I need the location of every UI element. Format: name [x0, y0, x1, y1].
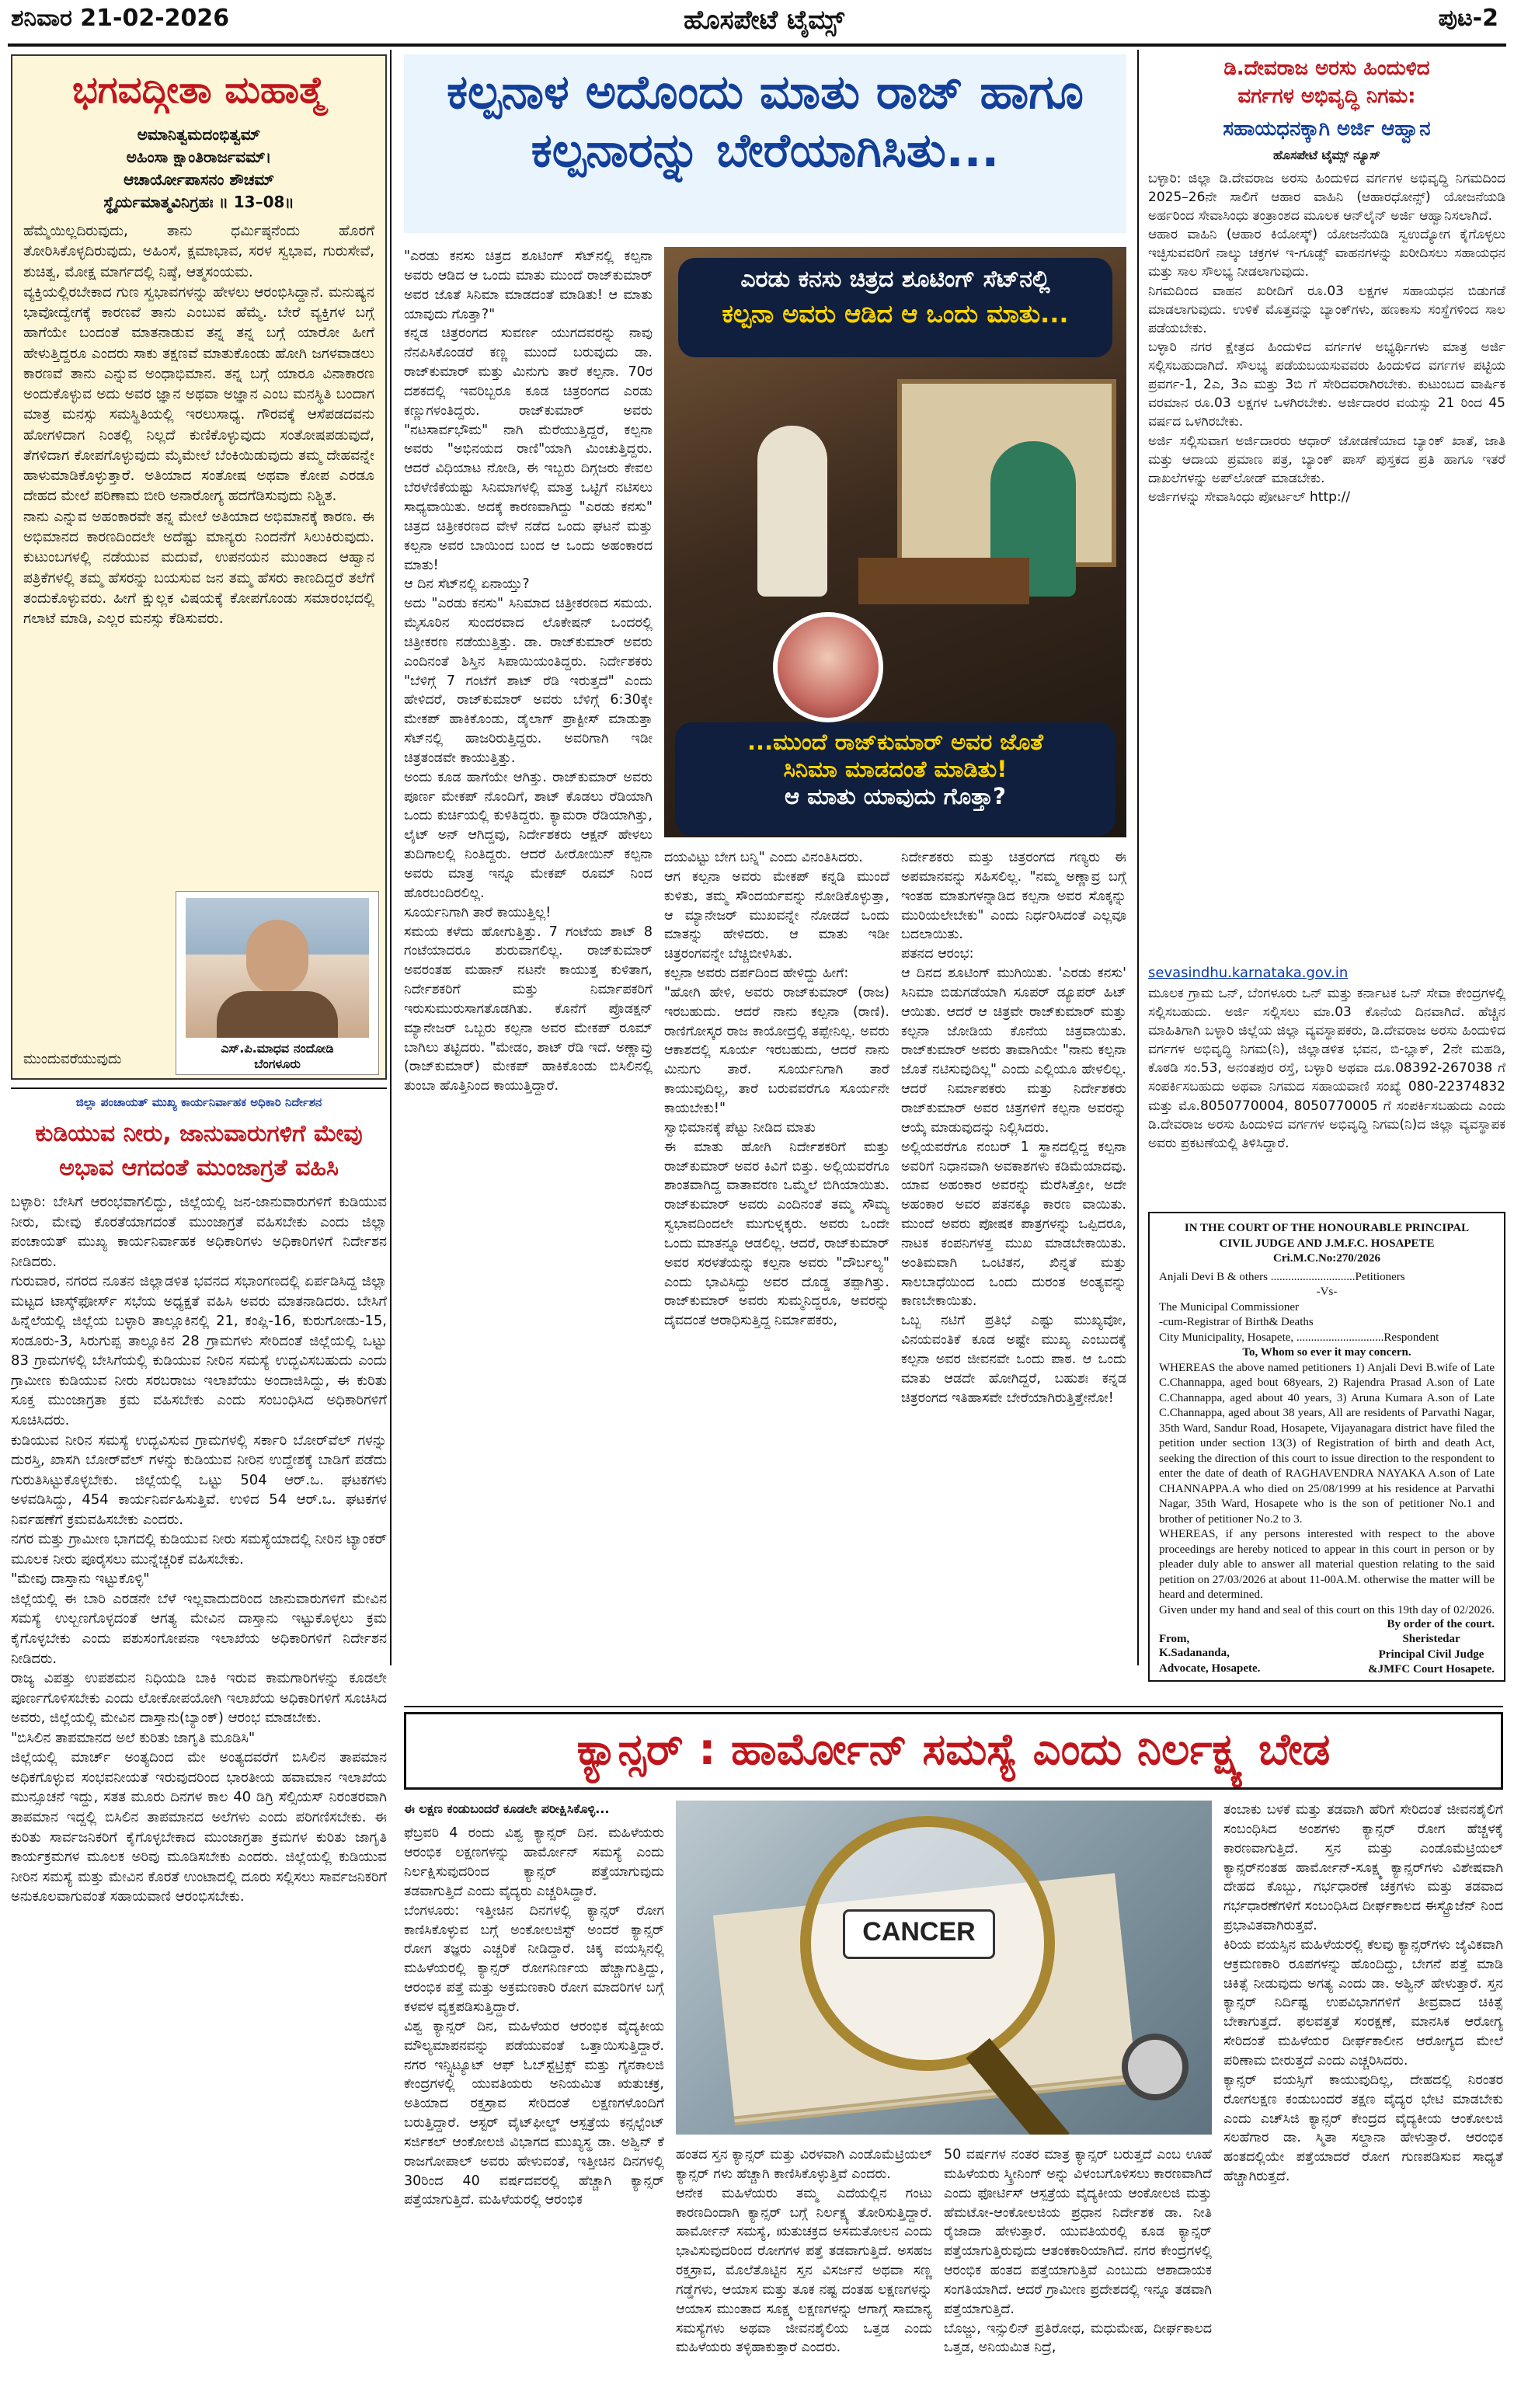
devaraj-article	[1148, 54, 1505, 1204]
cancer-body-col4: ತಂಬಾಕು ಬಳಕೆ ಮತ್ತು ತಡವಾಗಿ ಹೆರಿಗೆ ಸೇರಿದಂತೆ ಜೀವನಶೈಲಿಗೆ ಸಂಬಂಧಿಸಿದ ಅಂಶಗಳು ಕ್ಯಾನ್ಸರ್ ರೋಗ ಹೆಚ್ಚಳಕ್ಕೆ ಕಾರಣವಾಗುತ್ತಿದೆ. ಸ್ತನ ಮತ್ತು ಎಂಡೊಮೆಟ್ರಿಯಲ್ ಕ್ಯಾನ್ಸರ್‌ನಂತಹ ಹಾರ್ಮೋನ್-ಸೂಕ್ಷ್ಮ ಕ್ಯಾನ್ಸರ್‌ಗಳು ವಿಶೇಷವಾಗಿ ದೇಹದ ಕೊಬ್ಬು, ಗರ್ಭಧಾರಣೆ ಚಕ್ರಗಳು ಮತ್ತು ತಡವಾದ ಗರ್ಭಧಾರಣೆಗಳಿಗೆ ಸಂಬಂಧಿಸಿದ ದೀರ್ಘಕಾಲದ ಈಸ್ಟ್ರೊಜೆನ್ ನಿಂದ ಪ್ರಭಾವಿತವಾಗಿರುತ್ತವೆ. ಕಿರಿಯ ವಯಸ್ಸಿನ ಮಹಿಳೆಯರಲ್ಲಿ ಕೆಲವು ಕ್ಯಾನ್ಸರ್‌ಗಳು ಜೈವಿಕವಾಗಿ ಆಕ್ರಮಣಕಾರಿ ರೂಪಗಳನ್ನು ಹೊಂದಿದ್ದು, ಬೇಗನೆ ಪತ್ತೆ ಮಾಡಿ ಚಿಕಿತ್ಸೆ ನೀಡುವುದು ಅಗತ್ಯ ಎಂದು ಡಾ. ಅಶ್ವಿನ್ ಹೇಳುತ್ತಾರೆ. ಸ್ತನ ಕ್ಯಾನ್ಸರ್ ನಿರ್ದಿಷ್ಟ ಉಪವಿಭಾಗಗಳಿಗೆ ತೀವ್ರವಾದ ಚಿಕಿತ್ಸೆ ಬೇಕಾಗುತ್ತದೆ. ಫಲವತ್ತತೆ ಸಂರಕ್ಷಣೆ, ಮಾನಸಿಕ ಆರೋಗ್ಯ ಸೇರಿದಂತೆ ಮಹಿಳೆಯರ ದೀರ್ಘಕಾಲೀನ ಆರೋಗ್ಯದ ಮೇಲೆ ಪರಿಣಾಮ ಬೀರುತ್ತದೆ ಎಂದು ಎಚ್ಚರಿಸಿದರು. ಕ್ಯಾನ್ಸರ್ ವಯಸ್ಸಿಗೆ ಕಾಯುವುದಿಲ್ಲ, ದೇಹದಲ್ಲಿ ನಿರಂತರ ರೋಗಲಕ್ಷಣ ಕಂಡುಬಂದರೆ ತಕ್ಷಣ ವೈದ್ಯರ ಭೇಟಿ ಮಾಡಬೇಕು ಎಂದು ಎಚ್‌ಸಿಜಿ ಕ್ಯಾನ್ಸರ್ ಕೇಂದ್ರದ ವೈದ್ಯಕೀಯ ಆಂಕೋಲಜಿ ಸಲಹೆಗಾರ ಡಾ. ಸ್ಮಿತಾ ಸಲ್ದಾನಾ ಹೇಳುತ್ತಾರೆ. ಆರಂಭಿಕ ಹಂತದಲ್ಲಿಯೇ ಪತ್ತೆಯಾದರೆ ರೋಗ ಗುಣಪಡಿಸುವ ಸಾಧ್ಯತೆ ಹೆಚ್ಚಾಗಿರುತ್ತದೆ.	[1223, 1802, 1503, 2185]
gita-shloka: ಅಮಾನಿತ್ವಮದಂಭಿತ್ವಮ್ ಅಹಿಂಸಾ ಕ್ಷಾಂತಿರಾರ್ಜವಮ್। ಆಚಾರ್ಯೋಪಾಸನಂ ಶೌಚಮ್ ಸ್ಥೈರ್ಯಮಾತ್ಮವಿನಿಗ್ರಹಃ ॥ 13–08॥	[103, 125, 294, 211]
kalpana-headline: ಕಲ್ಪನಾಳ ಅದೊಂದು ಮಾತು ರಾಜ್ ಹಾಗೂ ಕಲ್ಪನಾರನ್ನು ಬೇರೆಯಾಗಿಸಿತು...	[447, 65, 1084, 178]
kalpana-body-col1: "ಎರಡು ಕನಸು ಚಿತ್ರದ ಶೂಟಿಂಗ್ ಸೆಟ್‌ನಲ್ಲಿ ಕಲ್ಪನಾ ಅವರು ಆಡಿದ ಆ ಒಂದು ಮಾತು ಮುಂದೆ ರಾಜ್‌ಕುಮಾರ್ ಅವರ ಜೊತೆ ಸಿನಿಮಾ ಮಾಡದಂತೆ ಮಾಡಿತು! ಆ ಮಾತು ಯಾವುದು ಗೊತ್ತಾ?" ಕನ್ನಡ ಚಿತ್ರರಂಗದ ಸುವರ್ಣ ಯುಗದವರನ್ನು ನಾವು ನೆನಪಿಸಿಕೊಂಡರೆ ಕಣ್ಣ ಮುಂದೆ ಬರುವುದು ಡಾ. ರಾಜ್‌ಕುಮಾರ್ ಮತ್ತು ಮಿನುಗು ತಾರೆ ಕಲ್ಪನಾ. 70ರ ದಶಕದಲ್ಲಿ ಇವರಿಬ್ಬರೂ ಕೂಡ ಚಿತ್ರರಂಗದ ಎರಡು ಕಣ್ಣುಗಳಂತಿದ್ದರು. ರಾಜ್‌ಕುಮಾರ್ ಅವರು "ನಟಸಾರ್ವಭೌಮ" ನಾಗಿ ಮೆರೆಯುತ್ತಿದ್ದರೆ, ಕಲ್ಪನಾ ಅವರು "ಅಭಿನಯದ ರಾಣಿ"ಯಾಗಿ ಮಿಂಚುತ್ತಿದ್ದರು. ಆದರೆ ವಿಧಿಯಾಟ ನೋಡಿ, ಈ ಇಬ್ಬರು ದಿಗ್ಗಜರು ಕೇವಲ ಬೆರಳೆಣಿಕೆಯಷ್ಟು ಸಿನಿಮಾಗಳಲ್ಲಿ ಮಾತ್ರ ಒಟ್ಟಿಗೆ ನಟಿಸಲು ಸಾಧ್ಯವಾಯಿತು. ಅದಕ್ಕೆ ಕಾರಣವಾಗಿದ್ದು "ಎರಡು ಕನಸು" ಚಿತ್ರದ ಚಿತ್ರೀಕರಣದ ವೇಳೆ ನಡೆದ ಒಂದು ಘಟನೆ ಮತ್ತು ಕಲ್ಪನಾ ಅವರ ಬಾಯಿಂದ ಬಂದ ಆ ಒಂದು ಅಹಂಕಾರದ ಮಾತು! ಆ ದಿನ ಸೆಟ್‌ನಲ್ಲಿ ಏನಾಯ್ತು? ಅದು "ಎರಡು ಕನಸು" ಸಿನಿಮಾದ ಚಿತ್ರೀಕರಣದ ಸಮಯ. ಮೈಸೂರಿನ ಸುಂದರವಾದ ಲೊಕೇಷನ್ ಒಂದರಲ್ಲಿ ಚಿತ್ರೀಕರಣ ನಡೆಯುತ್ತಿತ್ತು. ಡಾ. ರಾಜ್‌ಕುಮಾರ್ ಅವರು ಎಂದಿನಂತೆ ಶಿಸ್ತಿನ ಸಿಪಾಯಿಯಂತಿದ್ದರು. ನಿರ್ದೇಶಕರು "ಬೆಳಿಗ್ಗೆ 7 ಗಂಟೆಗೆ ಶಾಟ್ ರೆಡಿ ಇರುತ್ತದೆ" ಎಂದು ಹೇಳಿದರೆ, ರಾಜ್‌ಕುಮಾರ್ ಅವರು ಬೆಳಿಗ್ಗೆ 6:30ಕ್ಕೇ ಮೇಕಪ್ ಹಾಕಿಕೊಂಡು, ಡೈಲಾಗ್ ಪ್ರಾಕ್ಟೀಸ್ ಮಾಡುತ್ತಾ ಸೆಟ್‌ನಲ್ಲಿ ಹಾಜರಿರುತ್ತಿದ್ದರು. ಅವರಿಗಾಗಿ ಇಡೀ ಚಿತ್ರತಂಡವೇ ಕಾಯುತ್ತಿತ್ತು. ಅಂದು ಕೂಡ ಹಾಗೆಯೇ ಆಗಿತ್ತು. ರಾಜ್‌ಕುಮಾರ್ ಅವರು ಪೂರ್ಣ ಮೇಕಪ್ ನೊಂದಿಗೆ, ಶಾಟ್ ಕೊಡಲು ರೆಡಿಯಾಗಿ ಒಂದು ಕುರ್ಚಿಯಲ್ಲಿ ಕುಳಿತಿದ್ದರು. ಕ್ಯಾಮರಾ ರೆಡಿಯಾಗಿತ್ತು, ಲೈಟ್ ಅನ್ ಆಗಿದ್ದವು, ನಿರ್ದೇಶಕರು ಆಕ್ಷನ್ ಹೇಳಲು ತುದಿಗಾಲಲ್ಲಿ ನಿಂತಿದ್ದರು. ಆದರೆ ಹೀರೋಯಿನ್ ಕಲ್ಪನಾ ಅವರು ಮಾತ್ರ ಇನ್ನೂ ಮೇಕಪ್ ರೂಮ್ ನಿಂದ ಹೊರಬಂದಿರಲಿಲ್ಲ. ಸೂರ್ಯನಿಗಾಗಿ ತಾರೆ ಕಾಯುತ್ತಿಲ್ಲ! ಸಮಯ ಕಳೆದು ಹೋಗುತ್ತಿತ್ತು. 7 ಗಂಟೆಯ ಶಾಟ್ 8 ಗಂಟೆಯಾದರೂ ಶುರುವಾಗಲಿಲ್ಲ. ರಾಜ್‌ಕುಮಾರ್ ಅವರಂತಹ ಮಹಾನ್ ನಟನೇ ಕಾಯುತ್ತ ಕುಳಿತಾಗ, ನಿರ್ದೇಶಕರಿಗೆ ಮತ್ತು ನಿರ್ಮಾಪಕರಿಗೆ ಇರುಸುಮುರುಸಾಗತೊಡಗಿತು. ಕೊನೆಗೆ ಪ್ರೊಡಕ್ಷನ್ ಮ್ಯಾನೇಜರ್ ಒಬ್ಬರು ಕಲ್ಪನಾ ಅವರ ಮೇಕಪ್ ರೂಮ್ ಬಾಗಿಲು ತಟ್ಟಿದರು. "ಮೇಡಂ, ಶಾಟ್ ರೆಡಿ ಇದೆ. ಅಣ್ಣಾವ್ರು (ರಾಜ್‌ಕುಮಾರ್) ಮೇಕಪ್ ಹಾಕಿಕೊಂಡು ಬಿಸಿಲಿನಲ್ಲಿ ತುಂಬಾ ಹೊತ್ತಿನಿಂದ ಕಾಯುತ್ತಿದ್ದಾರೆ.	[404, 249, 653, 1094]
kalpana-headline-box	[404, 54, 1126, 233]
issue-date: ಶನಿವಾರ 21-02-2026	[11, 5, 230, 32]
devaraj-headline: ಡಿ.ದೇವರಾಜ ಅರಸು ಹಿಂದುಳಿದ ವರ್ಗಗಳ ಅಭಿವೃದ್ಧಿ ನಿಗಮ:	[1223, 57, 1430, 109]
section-divider	[11, 1087, 387, 1089]
author-box	[176, 891, 379, 1075]
water-kicker: ಜಿಲ್ಲಾ ಪಂಚಾಯತ್ ಮುಖ್ಯ ಕಾರ್ಯನಿರ್ವಾಹಕ ಅಧಿಕಾರಿ ನಿರ್ದೇಶನ	[75, 1095, 322, 1109]
actor-figure	[757, 426, 827, 597]
author-place: ಬೆಂಗಳೂರು	[254, 1056, 301, 1071]
author-name: ಎಸ್.ಪಿ.ಮಾಧವ ನಂದೋಡಿ	[221, 1041, 334, 1056]
cancer-kicker: ಈ ಲಕ್ಷಣ ಕಂಡುಬಂದರೆ ಕೂಡಲೇ ಪರೀಕ್ಷಿಸಿಕೊಳ್ಳಿ...	[404, 1801, 610, 1816]
court-notice: IN THE COURT OF THE HONOURABLE PRINCIPAL CIVIL JUDGE AND J.M.F.C. HOSAPETE Cri.M.C.No:270/2026 Anjali Devi B & others .............................Petitioners -Vs- The Municipal Commissioner -cum-Registrar of Birth& Deaths City Municipality, Hosapete, ..............................Respondent To, Whom so ever it may concern. WHEREAS the above named petitioners 1) Anjali Devi B.wife of Late C.Channappa, aged bout 68years, 2) Rajendra Prasad A.son of Late C.Channappa, aged about 40 years, 3) Aruna Kumara A.son of Late C.Channappa, aged about 38 years, All are residents of Parvathi Nagar, 35th Ward, Sandur Road, Hosapete, Vijayanagara district have filed the petition under section 13(3) of Registration of birth and death Act, seeking the direction of this court to issue direction to the respondent to enter the date of death of RAGHAVENDRA NAYAKA A.son of Late CHANNAPPA.A who died on 25/08/1999 at his residence at Parvathi Nagar, 35th Ward, Hosapete who is the son of petitioner No.1 and brother of petitioner No.2 to 3. WHEREAS, if any persons interested with respect to the above proceedings are hereby noticed to appear in this court in person or by pleader duly able to answer all material question relating to the said petition on 27/03/2026 at about 11-00A.M. otherwise the matter will be heard and determined. Given under my hand and seal of this court on this 19th day of 02/2026. By order of the court. From, K.Sadananda, Advocate, Hosapete. Sheristedar Principal Civil Judge &JMFC Court Hosapete.	[1148, 1212, 1505, 1682]
section-divider	[404, 1706, 1503, 1707]
kalpana-body-col3: ನಿರ್ದೇಶಕರು ಮತ್ತು ಚಿತ್ರರಂಗದ ಗಣ್ಯರು ಈ ಅಪಮಾನವನ್ನು ಸಹಿಸಲಿಲ್ಲ. "ನಮ್ಮ ಅಣ್ಣಾವ್ರ ಬಗ್ಗೆ ಇಂತಹ ಮಾತುಗಳನ್ನಾಡಿದ ಕಲ್ಪನಾ ಅವರ ಸೊಕ್ಕನ್ನು ಮುರಿಯಲೇಬೇಕು" ಎಂದು ನಿರ್ಧರಿಸಿದಂತೆ ಎಲ್ಲವೂ ಬದಲಾಯಿತು. ಪತನದ ಆರಂಭ: ಆ ದಿನದ ಶೂಟಿಂಗ್ ಮುಗಿಯಿತು. 'ಎರಡು ಕನಸು' ಸಿನಿಮಾ ಬಿಡುಗಡೆಯಾಗಿ ಸೂಪರ್ ಡ್ಯೂಪರ್ ಹಿಟ್ ಆಯಿತು. ಆದರೆ ಆ ಚಿತ್ರವೇ ರಾಜ್‌ಕುಮಾರ್ ಮತ್ತು ಕಲ್ಪನಾ ಜೋಡಿಯ ಕೊನೆಯ ಚಿತ್ರವಾಯಿತು. ರಾಜ್‌ಕುಮಾರ್ ಅವರು ತಾವಾಗಿಯೇ "ನಾನು ಕಲ್ಪನಾ ಜೊತೆ ನಟಿಸುವುದಿಲ್ಲ" ಎಂದು ಎಲ್ಲಿಯೂ ಹೇಳಲಿಲ್ಲ. ಆದರೆ ನಿರ್ಮಾಪಕರು ಮತ್ತು ನಿರ್ದೇಶಕರು ರಾಜ್‌ಕುಮಾರ್ ಅವರ ಚಿತ್ರಗಳಿಗೆ ಕಲ್ಪನಾ ಅವರನ್ನು ಆಯ್ಕೆ ಮಾಡುವುದನ್ನು ನಿಲ್ಲಿಸಿದರು. ಅಲ್ಲಿಯವರೆಗೂ ನಂಬರ್ 1 ಸ್ಥಾನದಲ್ಲಿದ್ದ ಕಲ್ಪನಾ ಅವರಿಗೆ ನಿಧಾನವಾಗಿ ಅವಕಾಶಗಳು ಕಡಿಮೆಯಾದವು. ಯಾವ ಅಹಂಕಾರ ಅವರನ್ನು ಮೆರೆಸಿತ್ತೋ, ಅದೇ ಅಹಂಕಾರ ಅವರ ಪತನಕ್ಕೂ ಕಾರಣ ವಾಯಿತು. ಮುಂದೆ ಅವರು ಪೋಷಕ ಪಾತ್ರಗಳನ್ನು ಒಪ್ಪಿದರೂ, ನಾಟಕ ಕಂಪನಿಗಳತ್ತ ಮುಖ ಮಾಡಬೇಕಾಯಿತು. ಅಂತಿಮವಾಗಿ ಒಂಟಿತನ, ಖಿನ್ನತೆ ಮತ್ತು ಸಾಲಬಾಧೆಯಿಂದ ಒಂದು ದುರಂತ ಅಂತ್ಯವನ್ನು ಕಾಣಬೇಕಾಯಿತು. ಒಬ್ಬ ನಟಿಗೆ ಪ್ರತಿಭೆ ಎಷ್ಟು ಮುಖ್ಯವೋ, ವಿನಯವಂತಿಕೆ ಕೂಡ ಅಷ್ಟೇ ಮುಖ್ಯ ಎಂಬುದಕ್ಕೆ ಕಲ್ಪನಾ ಅವರ ಜೀವನವೇ ಒಂದು ಪಾಠ. ಆ ಒಂದು ಮಾತು ಆಡದೇ ಹೋಗಿದ್ದರೆ, ಬಹುಶಃ ಕನ್ನಡ ಚಿತ್ರರಂಗದ ಇತಿಹಾಸವೇ ಬೇರೆಯಾಗಿರುತ್ತಿತ್ತೇನೋ!	[901, 850, 1126, 1406]
column-divider	[1137, 50, 1139, 1665]
devaraj-body-2: ಮೂಲಕ ಗ್ರಾಮ ಒನ್, ಬೆಂಗಳೂರು ಒನ್ ಮತ್ತು ಕರ್ನಾಟಕ ಒನ್ ಸೇವಾ ಕೇಂದ್ರಗಳಲ್ಲಿ ಸಲ್ಲಿಸಬಹುದು. ಅರ್ಜಿ ಸಲ್ಲಿಸಲು ಮಾ.03 ಕೊನೆಯ ದಿನವಾಗಿದೆ. ಹೆಚ್ಚಿನ ಮಾಹಿತಿಗಾಗಿ ಬಳ್ಳಾರಿ ಜಿಲ್ಲೆಯ ಜಿಲ್ಲಾ ವ್ಯವಸ್ಥಾಪಕರು, ಡಿ.ದೇವರಾಜ ಅರಸು ಹಿಂದುಳಿದ ವರ್ಗಗಳ ಅಭಿವೃದ್ಧಿ ನಿಗಮ(ನಿ), ಜಿಲ್ಲಾಡಳಿತ ಭವನ, ಬಿ-ಬ್ಲಾಕ್, 2ನೇ ಮಹಡಿ, ಕೊಠಡಿ ಸಂ.53, ಅನಂತಪುರ ರಸ್ತೆ, ಬಳ್ಳಾರಿ ಅಥವಾ ದೂ.08392-267038 ಗೆ ಸಂಪರ್ಕಿಸಬಹುದು ಅಥವಾ ನಿಗಮದ ಸಹಾಯವಾಣಿ ಸಂಖ್ಯೆ 080-22374832 ಮತ್ತು ಮೊ.8050770004, 8050770005 ಗೆ ಸಂಪರ್ಕಿಸಬಹುದು ಎಂದು ಡಿ.ದೇವರಾಜ ಅರಸು ಹಿಂದುಳಿದ ವರ್ಗಗಳ ಅಭಿವೃದ್ಧಿ ನಿಗಮ(ನಿ)ದ ಜಿಲ್ಲಾ ವ್ಯವಸ್ಥಾಪಕ ಅವರು ಪ್ರಕಟಣೆಯಲ್ಲಿ ತಿಳಿಸಿದ್ದಾರೆ.	[1148, 985, 1505, 1151]
photo-top-banner: ಎರಡು ಕನಸು ಚಿತ್ರದ ಶೂಟಿಂಗ್ ಸೆಟ್‌ನಲ್ಲಿ ಕಲ್ಪನಾ ಅವರು ಆಡಿದ ಆ ಒಂದು ಮಾತು...	[678, 258, 1112, 357]
cancer-body-col2: ಹಂತದ ಸ್ತನ ಕ್ಯಾನ್ಸರ್ ಮತ್ತು ವಿರಳವಾಗಿ ಎಂಡೊಮೆಟ್ರಿಯಲ್ ಕ್ಯಾನ್ಸರ್ ಗಳು ಹೆಚ್ಚಾಗಿ ಕಾಣಿಸಿಕೊಳ್ಳುತ್ತಿವೆ ಎಂದರು. ಆನೇಕ ಮಹಿಳೆಯರು ತಮ್ಮ ಎದೆಯಲ್ಲಿನ ಗಂಟು ಕಾರಣದಿಂದಾಗಿ ಕ್ಯಾನ್ಸರ್ ಬಗ್ಗೆ ನಿರ್ಲಕ್ಷ್ಯ ತೋರಿಸುತ್ತಿದ್ದಾರೆ. ಹಾರ್ಮೋನ್ ಸಮಸ್ಯೆ, ಋತುಚಕ್ರದ ಅಸಮತೋಲನ ಎಂದು ಭಾವಿಸುವುದರಿಂದ ರೋಗಗಳ ಪತ್ತೆ ತಡವಾಗುತ್ತಿದೆ. ಅಸಹಜ ರಕ್ತಸ್ರಾವ, ಮೊಲೆತೊಟ್ಟಿನ ಸ್ತನ ವಿಸರ್ಜನೆ ಅಥವಾ ಸಣ್ಣ ಗಡ್ಡೆಗಳು, ಆಯಾಸ ಮತ್ತು ತೂಕ ನಷ್ಟ ದಂತಹ ಲಕ್ಷಣಗಳನ್ನು ಆಯಾಸ ಮುಂತಾದ ಸೂಕ್ಷ್ಮ ಲಕ್ಷಣಗಳನ್ನು ಆಗಾಗ್ಗೆ ಸಾಮಾನ್ಯ ಸಮಸ್ಯೆಗಳು ಅಥವಾ ಜೀವನಶೈಲಿಯ ಒತ್ತಡ ಎಂದು ಮಹಿಳೆಯರು ತಳ್ಳಿಹಾಕುತ್ತಾರೆ ಎಂದರು.	[676, 2147, 932, 2356]
gita-title: ಭಗವದ್ಗೀತಾ ಮಹಾತ್ಮೆ	[72, 68, 325, 112]
stethoscope-icon	[1122, 2034, 1189, 2100]
cancer-label: CANCER	[843, 1909, 995, 1959]
cancer-headline-box	[404, 1712, 1503, 1790]
author-photo	[186, 898, 369, 1038]
inset-portrait	[773, 612, 883, 722]
continued-note: ಮುಂದುವರೆಯುವುದು	[23, 1051, 122, 1067]
page-number: ಪುಟ-2	[1438, 5, 1498, 32]
header-rule	[8, 43, 1506, 47]
sevasindhu-link[interactable]: sevasindhu.karnataka.gov.in	[1148, 964, 1349, 981]
devaraj-body: ಬಳ್ಳಾರಿ: ಜಿಲ್ಲಾ ಡಿ.ದೇವರಾಜ ಅರಸು ಹಿಂದುಳಿದ ವರ್ಗಗಳ ಅಭಿವೃದ್ಧಿ ನಿಗಮದಿಂದ 2025–26ನೇ ಸಾಲಿಗೆ ಆಹಾರ ವಾಹಿನಿ (ಆಹಾರಧೋನ್ಸ್) ಯೋಜನೆಯಡಿ ಅರ್ಹರಿಂದ ಸೇವಾಸಿಂಧು ತಂತ್ರಾಂಶದ ಮೂಲಕ ಆನ್‌ಲೈನ್ ಅರ್ಜಿ ಆಹ್ವಾನಿಸಲಾಗಿದೆ. ಆಹಾರ ವಾಹಿನಿ (ಆಹಾರ ಕಿಯೋಸ್ಕ್) ಯೋಜನೆಯಡಿ ಸ್ವಉದ್ಯೋಗ ಕೈಗೊಳ್ಳಲು ಇಚ್ಛಿಸುವವರಿಗೆ ನಾಲ್ಕು ಚಕ್ರಗಳ ಇ-ಗೂಡ್ಸ್ ವಾಹನಗಳನ್ನು ಖರೀದಿಸಲು ಸಹಾಯಧನ ಮತ್ತು ಸಾಲ ಸೌಲಭ್ಯ ನೀಡಲಾಗುವುದು. ನಿಗಮದಿಂದ ವಾಹನ ಖರೀದಿಗೆ ರೂ.03 ಲಕ್ಷಗಳ ಸಹಾಯಧನ ಬಿಡುಗಡೆ ಮಾಡಲಾಗುವುದು. ಉಳಿಕೆ ಮೊತ್ತವನ್ನು ಬ್ಯಾಂಕ್‌ಗಳು, ಹಣಕಾಸು ಸಂಸ್ಥೆಗಳಿಂದ ಸಾಲ ಪಡೆಯಬೇಕು. ಬಳ್ಳಾರಿ ನಗರ ಕ್ಷೇತ್ರದ ಹಿಂದುಳಿದ ವರ್ಗಗಳ ಅಭ್ಯರ್ಥಿಗಳು ಮಾತ್ರ ಅರ್ಜಿ ಸಲ್ಲಿಸಬಹುದಾಗಿದೆ. ಸೌಲಭ್ಯ ಪಡೆಯಬಯಸುವವರು ಹಿಂದುಳಿದ ವರ್ಗಗಳ ಪಟ್ಟಿಯ ಪ್ರವರ್ಗ-1, 2ಎ, 3ಎ ಮತ್ತು 3ಬಿ ಗೆ ಸೇರಿದವರಾಗಿರಬೇಕು. ಕುಟುಂಬದ ವಾರ್ಷಿಕ ವರಮಾನ ರೂ.03 ಲಕ್ಷಗಳ ಒಳಗಿರಬೇಕು. ಅರ್ಜಿದಾರರ ವಯಸ್ಸು 21 ರಿಂದ 45 ವರ್ಷದ ಒಳಗಿರಬೇಕು. ಅರ್ಜಿ ಸಲ್ಲಿಸುವಾಗ ಅರ್ಜಿದಾರರು ಆಧಾರ್ ಜೋಡಣೆಯಾದ ಬ್ಯಾಂಕ್ ಖಾತೆ, ಜಾತಿ ಮತ್ತು ಆದಾಯ ಪ್ರಮಾಣ ಪತ್ರ, ಬ್ಯಾಂಕ್ ಪಾಸ್ ಪುಸ್ತಕದ ಪ್ರತಿ ಹಾಗೂ ಇತರೆ ದಾಖಲೆಗಳನ್ನು ಅಪ್‌ಲೋಡ್ ಮಾಡಬೇಕು. ಅರ್ಜಿಗಳನ್ನು ಸೇವಾಸಿಂಧು ಪೋರ್ಟಲ್ http://	[1148, 170, 1505, 505]
dressing-table	[858, 558, 1029, 604]
cancer-headline: ಕ್ಯಾನ್ಸರ್ : ಹಾರ್ಮೋನ್ ಸಮಸ್ಯೆ ಎಂದು ನಿರ್ಲಕ್ಷ್ಯ ಬೇಡ	[576, 1724, 1331, 1775]
water-article	[11, 1095, 387, 2400]
kalpana-body-col2: ದಯವಿಟ್ಟು ಬೇಗ ಬನ್ನಿ" ಎಂದು ವಿನಂತಿಸಿದರು. ಆಗ ಕಲ್ಪನಾ ಅವರು ಮೇಕಪ್ ಕನ್ನಡಿ ಮುಂದೆ ಕುಳಿತು, ತಮ್ಮ ಸೌಂದರ್ಯವನ್ನು ನೋಡಿಕೊಳ್ಳುತ್ತಾ, ಆ ಮ್ಯಾನೇಜರ್ ಮುಖವನ್ನೇ ನೋಡದೆ ಒಂದು ಮಾತನ್ನು ಹೇಳಿದರು. ಆ ಮಾತು ಇಡೀ ಚಿತ್ರರಂಗವನ್ನೇ ಬೆಚ್ಚಿಬೀಳಿಸಿತು. ಕಲ್ಪನಾ ಅವರು ದರ್ಪದಿಂದ ಹೇಳಿದ್ದು ಹೀಗೆ: "ಹೋಗಿ ಹೇಳಿ, ಅವರು ರಾಜ್‌ಕುಮಾರ್ (ರಾಜ) ಇರಬಹುದು. ಆದರೆ ನಾನು ಕಲ್ಪನಾ (ರಾಣಿ). ರಾಣಿಗೋಸ್ಕರ ರಾಜ ಕಾಯೋದ್ರಲ್ಲಿ ತಪ್ಪೇನಿಲ್ಲ. ಅವರು ಆಕಾಶದಲ್ಲಿ ಸೂರ್ಯ ಇರಬಹುದು, ಆದರೆ ನಾನು ಮಿನುಗು ತಾರೆ. ಸೂರ್ಯನಿಗಾಗಿ ತಾರೆ ಕಾಯುವುದಿಲ್ಲ, ತಾರೆ ಬರುವವರೆಗೂ ಸೂರ್ಯನೇ ಕಾಯಬೇಕು!" ಸ್ವಾಭಿಮಾನಕ್ಕೆ ಪೆಟ್ಟು ನೀಡಿದ ಮಾತು ಈ ಮಾತು ಹೋಗಿ ನಿರ್ದೇಶಕರಿಗೆ ಮತ್ತು ರಾಜ್‌ಕುಮಾರ್ ಅವರ ಕಿವಿಗೆ ಬಿತ್ತು. ಅಲ್ಲಿಯವರೆಗೂ ಶಾಂತವಾಗಿದ್ದ ವಾತಾವರಣ ಒಮ್ಮೆಲೆ ಬಿಗಿಯಾಯಿತು. ರಾಜ್‌ಕುಮಾರ್ ಅವರು ಎಂದಿನಂತೆ ತಮ್ಮ ಸೌಮ್ಯ ಸ್ವಭಾವದಿಂದಲೇ ಮುಗುಳ್ನಕ್ಕರು. ಅವರು ಒಂದೇ ಒಂದು ಮಾತನ್ನೂ ಆಡಲಿಲ್ಲ. ಆದರೆ, ರಾಜ್‌ಕುಮಾರ್ ಅವರ ಸರಳತೆಯನ್ನು ಕಲ್ಪನಾ ಅವರು "ದೌರ್ಬಲ್ಯ" ಎಂದು ಭಾವಿಸಿದ್ದು ಅವರ ದೊಡ್ಡ ತಪ್ಪಾಗಿತ್ತು. ರಾಜ್‌ಕುಮಾರ್ ಅವರು ಸುಮ್ಮನಿದ್ದರೂ, ಅವರನ್ನು ದೈವದಂತೆ ಆರಾಧಿಸುತ್ತಿದ್ದ ನಿರ್ಮಾಪಕರು,	[664, 850, 889, 1329]
water-body: ಬಳ್ಳಾರಿ: ಬೇಸಿಗೆ ಆರಂಭವಾಗಲಿದ್ದು, ಜಿಲ್ಲೆಯಲ್ಲಿ ಜನ-ಜಾನುವಾರುಗಳಿಗೆ ಕುಡಿಯುವ ನೀರು, ಮೇವು ಕೊರತೆಯಾಗದಂತೆ ಮುಂಜಾಗ್ರತೆ ವಹಿಸಬೇಕು ಎಂದು ಜಿಲ್ಲಾ ಪಂಚಾಯತ್ ಮುಖ್ಯ ಕಾರ್ಯನಿರ್ವಾಹಕ ಅಧಿಕಾರಿಗಳು ಅಧಿಕಾರಿಗಳಿಗೆ ನಿರ್ದೇಶನ ನೀಡಿದರು. ಗುರುವಾರ, ನಗರದ ನೂತನ ಜಿಲ್ಲಾಡಳಿತ ಭವನದ ಸಭಾಂಗಣದಲ್ಲಿ ಏರ್ಪಡಿಸಿದ್ದ ಜಿಲ್ಲಾ ಮಟ್ಟದ ಟಾಸ್ಕ್‌ಫೋರ್ಸ್ ಸಭೆಯ ಅಧ್ಯಕ್ಷತೆ ವಹಿಸಿ ಅವರು ಮಾತನಾಡಿದರು. ಬೇಸಿಗೆ ಹಿನ್ನೆಲೆಯಲ್ಲಿ ಜಿಲ್ಲೆಯ ಬಳ್ಳಾರಿ ತಾಲ್ಲೂಕಿನಲ್ಲಿ 21, ಕಂಪ್ಲಿ-16, ಕುರುಗೋಡು-15, ಸಂಡೂರು-3, ಸಿರುಗುಪ್ಪ ತಾಲ್ಲೂಕಿನ 28 ಗ್ರಾಮಗಳು ಸೇರಿದಂತೆ ಜಿಲ್ಲೆಯಲ್ಲಿ ಒಟ್ಟು 83 ಗ್ರಾಮಗಳಲ್ಲಿ ಬೇಸಿಗೆಯಲ್ಲಿ ಕುಡಿಯುವ ನೀರಿನ ಸಮಸ್ಯೆ ಉದ್ಭವಿಸಬಹುದು ಎಂದು ಗ್ರಾಮೀಣ ಕುಡಿಯುವ ನೀರು ಸರಬರಾಜು ಇಲಾಖೆಯು ಅಂದಾಜಿಸಿದ್ದು, ಈ ಕುರಿತು ಸೂಕ್ತ ಮುಂಜಾಗ್ರತಾ ಕ್ರಮ ವಹಿಸಬೇಕು ಎಂದು ಸಂಬಂಧಿಸಿದ ಅಧಿಕಾರಿಗಳಿಗೆ ಸೂಚಿಸಿದರು. ಕುಡಿಯುವ ನೀರಿನ ಸಮಸ್ಯೆ ಉದ್ಭವಿಸುವ ಗ್ರಾಮಗಳಲ್ಲಿ ಸರ್ಕಾರಿ ಬೋರ್‌ವೆಲ್ ಗಳನ್ನು ದುರಸ್ತಿ, ಖಾಸಗಿ ಬೋರ್‌ವೆಲ್ ಗಳನ್ನು ಕುಡಿಯುವ ನೀರಿನ ಉದ್ದೇಶಕ್ಕೆ ಬಾಡಿಗೆ ಪಡೆದು ಗುರುತಿಸಿಟ್ಟುಕೊಳ್ಳಬೇಕು. ಜಿಲ್ಲೆಯಲ್ಲಿ ಒಟ್ಟು 504 ಆರ್.ಒ. ಘಟಕಗಳು ಅಳವಡಿಸಿದ್ದು, 454 ಕಾರ್ಯನಿರ್ವಹಿಸುತ್ತಿವೆ. ಉಳಿದ 54 ಆರ್.ಒ. ಘಟಕಗಳ ನಿರ್ವಹಣೆಗೆ ಕ್ರಮವಹಿಸಬೇಕು ಎಂದರು. ನಗರ ಮತ್ತು ಗ್ರಾಮೀಣ ಭಾಗದಲ್ಲಿ ಕುಡಿಯುವ ನೀರು ಸಮಸ್ಯೆಯಾದಲ್ಲಿ ನೀರಿನ ಟ್ಯಾಂಕರ್ ಮೂಲಕ ನೀರು ಪೂರೈಸಲು ಮುನ್ನೆಚ್ಚರಿಕೆ ವಹಿಸಬೇಕು. "ಮೇವು ದಾಸ್ತಾನು ಇಟ್ಟುಕೊಳ್ಳಿ" ಜಿಲ್ಲೆಯಲ್ಲಿ ಈ ಬಾರಿ ಎರಡನೇ ಬೆಳೆ ಇಲ್ಲವಾದುದರಿಂದ ಜಾನುವಾರುಗಳಿಗೆ ಮೇವಿನ ಸಮಸ್ಯೆ ಉಲ್ಬಣಗೊಳ್ಳದಂತೆ ಆಗತ್ಯ ಮೇವಿನ ದಾಸ್ತಾನು ಇಟ್ಟುಕೊಳ್ಳಲು ಕ್ರಮ ಕೈಗೊಳ್ಳಬೇಕು ಎಂದು ಪಶುಸಂಗೋಪನಾ ಇಲಾಖೆಯ ಅಧಿಕಾರಿಗಳಿಗೆ ನಿರ್ದೇಶನ ನೀಡಿದರು. ರಾಜ್ಯ ವಿಪತ್ತು ಉಪಶಮನ ನಿಧಿಯಡಿ ಬಾಕಿ ಇರುವ ಕಾಮಗಾರಿಗಳನ್ನು ಕೂಡಲೇ ಪೂರ್ಣಗೊಳಿಸಬೇಕು ಎಂದು ಲೋಕೋಪಯೋಗಿ ಇಲಾಖೆಯ ಅಧಿಕಾರಿಗಳಿಗೆ ಸೂಚಿಸಿದ ಅವರು, ಜಿಲ್ಲೆಯಲ್ಲಿ ಮೇವಿನ ದಾಸ್ತಾನು(ಬ್ಯಾಂಕ್) ಆರಂಭ ಮಾಡಬೇಕು. "ಬಿಸಿಲಿನ ತಾಪಮಾನದ ಅಲೆ ಕುರಿತು ಜಾಗೃತಿ ಮೂಡಿಸಿ" ಜಿಲ್ಲೆಯಲ್ಲಿ ಮಾರ್ಚ್ ಅಂತ್ಯದಿಂದ ಮೇ ಅಂತ್ಯದವರೆಗೆ ಬಿಸಿಲಿನ ತಾಪಮಾನ ಅಧಿಕಗೊಳ್ಳುವ ಸಂಭವನೀಯತೆ ಇರುವುದರಿಂದ ಭಾರತೀಯ ಹವಾಮಾನ ಇಲಾಖೆಯ ಮುನ್ಸೂಚನೆ ಇದ್ದು, ಸತತ ಮೂರು ದಿನಗಳ ಕಾಲ 40 ಡಿಗ್ರಿ ಸೆಲ್ಸಿಯಸ್ ನಿರಂತರವಾಗಿ ತಾಪಮಾನ ಇದ್ದಲ್ಲಿ ಬಿಸಿಲಿನ ತಾಪಮಾನದ ಅಲೆಗಳು ಎಂದು ಪರಿಗಣಿಸಬೇಕು. ಈ ಕುರಿತು ಸಾರ್ವಜನಿಕರಿಗೆ ಕೈಗೊಳ್ಳಬೇಕಾದ ಮುಂಜಾಗ್ರತಾ ಕ್ರಮಗಳ ಕುರಿತು ಜಾಗೃತಿ ಕಾರ್ಯಕ್ರಮಗಳ ಮೂಲಕ ಅರಿವು ಮೂಡಿಸಬೇಕು ಎಂದರು. ಜಿಲ್ಲೆಯಲ್ಲಿ ಕುಡಿಯುವ ನೀರಿನ ಸಮಸ್ಯೆ ಮತ್ತು ಮೇವಿನ ಕೊರತೆ ಉಂಟಾದಲ್ಲಿ ದೂರು ಸಲ್ಲಿಸಲು ಸಾರ್ವಜನಿಕರಿಗೆ ಅನುಕೂಲವಾಗುವಂತೆ ಸಹಾಯವಾಣಿ ಆರಂಭಿಸಬೇಕು.	[11, 1194, 387, 1905]
photo-bottom-banner: ...ಮುಂದೆ ರಾಜ್‌ಕುಮಾರ್ ಅವರ ಜೊತೆ ಸಿನಿಮಾ ಮಾಡದಂತೆ ಮಾಡಿತು! ಆ ಮಾತು ಯಾವುದು ಗೊತ್ತಾ?	[675, 722, 1115, 836]
devaraj-byline: ಹೊಸಪೇಟೆ ಟೈಮ್ಸ್ ನ್ಯೂಸ್	[1273, 147, 1380, 162]
kalpana-photo	[664, 247, 1126, 837]
cancer-body-col3: 50 ವರ್ಷಗಳ ನಂತರ ಮಾತ್ರ ಕ್ಯಾನ್ಸರ್ ಬರುತ್ತದೆ ಎಂಬ ಊಹೆ ಮಹಿಳೆಯರು ಸ್ಕ್ರೀನಿಂಗ್ ಅನ್ನು ವಿಳಂಬಗೊಳಿಸಲು ಕಾರಣವಾಗಿದೆ ಎಂದು ಫೋರ್ಟಿಸ್ ಆಸ್ಪತ್ರೆಯ ವೈದ್ಯಕೀಯ ಆಂಕೋಲಜಿ ಮತ್ತು ಹೆಮಟೋ-ಆಂಕೋಲಜಿಯ ಪ್ರಧಾನ ನಿರ್ದೇಶಕ ಡಾ. ನೀತಿ ರೈಜಾದಾ ಹೇಳುತ್ತಾರೆ. ಯುವತಿಯರಲ್ಲಿ ಕೂಡ ಕ್ಯಾನ್ಸರ್ ಪತ್ತೆಯಾಗುತ್ತಿರುವುದು ಆತಂಕಕಾರಿಯಾಗಿದೆ. ನಗರ ಕೇಂದ್ರಗಳಲ್ಲಿ ಆರಂಭಿಕ ಹಂತದ ಪತ್ತೆಯಾಗುತ್ತಿವೆ ಎಂಬುದು ಆಶಾದಾಯಕ ಸಂಗತಿಯಾಗಿದೆ. ಆದರೆ ಗ್ರಾಮೀಣ ಪ್ರದೇಶದಲ್ಲಿ ಇನ್ನೂ ತಡವಾಗಿ ಪತ್ತೆಯಾಗುತ್ತಿದೆ. ಬೊಜ್ಜು, ಇನ್ಸುಲಿನ್ ಪ್ರತಿರೋಧ, ಮಧುಮೇಹ, ದೀರ್ಘಕಾಲದ ಒತ್ತಡ, ಅನಿಯಮಿತ ನಿದ್ರೆ,	[944, 2147, 1212, 2356]
gita-body: ಹೆಮ್ಮೆಯಿಲ್ಲದಿರುವುದು, ತಾನು ಧರ್ಮಿಷ್ಠನೆಂದು ಹೊರಗೆ ತೋರಿಸಿಕೊಳ್ಳದಿರುವುದು, ಅಹಿಂಸೆ, ಕ್ಷಮಾಭಾವ, ಸರಳ ಸ್ವಭಾವ, ಗುರುಸೇವೆ, ಶುಚಿತ್ವ, ಮೋಕ್ಷ ಮಾರ್ಗದಲ್ಲಿ ನಿಷ್ಠೆ, ಆತ್ಮಸಂಯಮ. ವ್ಯಕ್ತಿಯಲ್ಲಿರಬೇಕಾದ ಗುಣ ಸ್ವಭಾವಗಳನ್ನು ಹೇಳಲು ಆರಂಭಿಸಿದ್ದಾನೆ. ಮನುಷ್ಯನ ಭಾವೋದ್ವೇಗಕ್ಕೆ ಕಾರಣವೆ ತಾನು ಎಂಬುವ ಹೆಮ್ಮೆ. ಬೇರೆ ವ್ಯಕ್ತಿಗಳ ಬಗ್ಗೆ ಹಾಗೆಯೇ ಬಂದಂತೆ ಮಾತನಾಡುವ ತನ್ನ ತನ್ನ ಬಗ್ಗೆ ಯಾರೋ ಹೀಗೆ ಹೇಳುತ್ತಿದ್ದರೂ ಎಂದರು ಸಾಕು ತಕ್ಷಣವೆ ಮಾತುಕೊಂಡು ಹೋಗಿ ಜಗಳವಾಡಲು ಕಾರಣವೆ ತಾನು ಎನ್ನುವ ಅಂಧಾಭಿಮಾನ. ತನ್ನ ಬಗ್ಗೆ ಯಾರೂ ವಿನಾಕಾರಣ ಅಂದುಕೊಳ್ಳುವ ಅದು ಅವರ ಜ್ಞಾನ ಅಥವಾ ಅಜ್ಞಾನ ಎಂಬ ಮನಸ್ಥಿತಿ ಬಂದಾಗ ಮಾತ್ರ ಮನಸ್ಸು ಸಮಸ್ಥಿತಿಯಲ್ಲಿ ಇರಲುಸಾಧ್ಯ. ಗೌರವಕ್ಕೆ ಆಸೆಪಡದವನು ಹೋಗಳಿದಾಗ ನಿಂತಲ್ಲಿ ನಿಲ್ಲದೆ ಕುಣಿಕೊಳ್ಳುವುದು ಸಂತೋಷಪಡುವುದೆ, ತೆಗಳಿದಾಗ ಕೋಪಗೊಳ್ಳುವುದು ಮೈಮೇಲೆ ಬೆಂಕಿಯಿಡುವುದು ತಮ್ಮ ದೇಹವನ್ನೇ ಹಾಳುಮಾಡಿಕೊಳ್ಳುತ್ತಾರೆ. ಅತಿಯಾದ ಸಂತೋಷ ಅಥವಾ ಕೋಪ ಎರಡೂ ದೇಹದ ಮೇಲೆ ಪರಿಣಾಮ ಬೀರಿ ಅನಾರೋಗ್ಯ ಹದಗೆಡಿಸುವುದು ನಿಶ್ಚಿತ. ನಾನು ಎನ್ನುವ ಅಹಂಕಾರವೇ ತನ್ನ ಮೇಲೆ ಅತಿಯಾದ ಅಭಿಮಾನಕ್ಕೆ ಕಾರಣ. ಈ ಅಭಿಮಾನದ ಕಾರಣದಿಂದಲೇ ಅದೆಷ್ಟು ಮಾನ್ಯರು ನಿಂದನೆಗೆ ಸಿಲುಕಿರುವುದು. ಕುಟುಂಬಗಳಲ್ಲಿ ನಡೆಯುವ ಮದುವೆ, ಉಪನಯನ ಮುಂತಾದ ಆಹ್ವಾನ ಪತ್ರಿಕೆಗಳಲ್ಲಿ ತಮ್ಮ ಹೆಸರನ್ನು ಬಯಸುವ ಜನ ತಮ್ಮ ಹೆಸರು ಕಾಣದಿದ್ದರೆ ತಲೆಗೆ ತಂದುಕೊಳ್ಳುವರು. ಹೀಗೆ ಕ್ಷುಲ್ಲಕ ವಿಷಯಕ್ಕೆ ಕೋಪಗೊಂಡು ಸಮಾರಂಭದಲ್ಲಿ ಗಲಾಟೆ ಮಾಡಿ, ಎಲ್ಲರ ಮನಸ್ಸು ಕೆಡಿಸುವರು.	[23, 223, 374, 628]
cancer-body-col1: ಫೆಬ್ರವರಿ 4 ರಂದು ವಿಶ್ವ ಕ್ಯಾನ್ಸರ್ ದಿನ. ಮಹಿಳೆಯರು ಆರಂಭಿಕ ಲಕ್ಷಣಗಳನ್ನು ಹಾರ್ಮೋನ್ ಸಮಸ್ಯೆ ಎಂದು ನಿರ್ಲಕ್ಷಿಸುವುದರಿಂದ ಕ್ಯಾನ್ಸರ್ ಪತ್ತೆಯಾಗುವುದು ತಡವಾಗುತ್ತಿದೆ ಎಂದು ವೈದ್ಯರು ಎಚ್ಚರಿಸಿದ್ದಾರೆ. ಬೆಂಗಳೂರು: ಇತ್ತೀಚಿನ ದಿನಗಳಲ್ಲಿ ಕ್ಯಾನ್ಸರ್ ರೋಗ ಕಾಣಿಸಿಕೊಳ್ಳುವ ಬಗ್ಗೆ ಅಂಕೋಲಜಿಸ್ಟ್ ಅಂದರೆ ಕ್ಯಾನ್ಸರ್ ರೋಗ ತಜ್ಞರು ಎಚ್ಚರಿಕೆ ನೀಡಿದ್ದಾರೆ. ಚಿಕ್ಕ ವಯಸ್ಸಿನಲ್ಲಿ ಮಹಿಳೆಯರಲ್ಲಿ ಕ್ಯಾನ್ಸರ್ ರೋಗನಿರ್ಣಯ ಹೆಚ್ಚಾಗುತ್ತಿದ್ದು, ಆರಂಭಿಕ ಪತ್ತೆ ಮತ್ತು ಅಕ್ರಮಣಕಾರಿ ರೋಗ ಮಾದರಿಗಳ ಬಗ್ಗೆ ಕಳವಳ ವ್ಯಕ್ತಪಡಿಸುತ್ತಿದ್ದಾರೆ. ವಿಶ್ವ ಕ್ಯಾನ್ಸರ್ ದಿನ, ಮಹಿಳೆಯರ ಆರಂಭಿಕ ವೈದ್ಯಕೀಯ ಮೌಲ್ಯಮಾಪನವನ್ನು ಪಡೆಯುವಂತೆ ಒತ್ತಾಯಿಸುತ್ತಿದ್ದಾರೆ. ನಗರ ಇನ್ಸ್ಟಿಟ್ಯೂಟ್ ಆಫ್ ಓಬ್‌ಸ್ಟೆಟ್ರಿಕ್ಸ್ ಮತ್ತು ಗೈನಕಾಲಜಿ ಕೇಂದ್ರಗಳಲ್ಲಿ ಯುವತಿಯರು ಅನಿಯಮಿತ ಋತುಚಕ್ರ, ಅತಿಯಾದ ರಕ್ತಸ್ರಾವ ಸೇರಿದಂತೆ ಲಕ್ಷಣಗಳೊಂದಿಗೆ ಬರುತ್ತಿದ್ದಾರೆ. ಆಸ್ಟರ್ ವೈಟ್‌ಫೀಲ್ಡ್ ಆಸ್ಪತ್ರೆಯ ಕನ್ಸಲ್ಟೆಂಟ್ ಸರ್ಜಿಕಲ್ ಆಂಕೋಲಜಿ ವಿಭಾಗದ ಮುಖ್ಯಸ್ಥ ಡಾ. ಅಶ್ವಿನ್ ಕೆ ರಾಜಗೋಪಾಲ್ ಅವರು ಹೇಳುವಂತೆ, ಇತ್ತೀಚಿನ ದಿನಗಳಲ್ಲಿ 30ರಿಂದ 40 ವರ್ಷದವರಲ್ಲಿ ಹೆಚ್ಚಾಗಿ ಕ್ಯಾನ್ಸರ್ ಪತ್ತೆಯಾಗುತ್ತಿದೆ. ಮಹಿಳೆಯರಲ್ಲಿ ಆರಂಭಿಕ	[404, 1825, 664, 2208]
column-divider	[390, 50, 392, 1665]
gita-article	[11, 54, 387, 1080]
cancer-col1-wrap	[404, 1801, 664, 2400]
masthead: ಹೊಸಪೇಟೆ ಟೈಮ್ಸ್	[684, 5, 844, 36]
devaraj-subhead: ಸಹಾಯಧನಕ್ಕಾಗಿ ಅರ್ಜಿ ಆಹ್ವಾನ	[1223, 117, 1431, 141]
cancer-image	[676, 1801, 1212, 2135]
water-headline: ಕುಡಿಯುವ ನೀರು, ಜಾನುವಾರುಗಳಿಗೆ ಮೇವು ಅಭಾವ ಆಗದಂತೆ ಮುಂಜಾಗ್ರತೆ ವಹಿಸಿ	[35, 1120, 363, 1181]
